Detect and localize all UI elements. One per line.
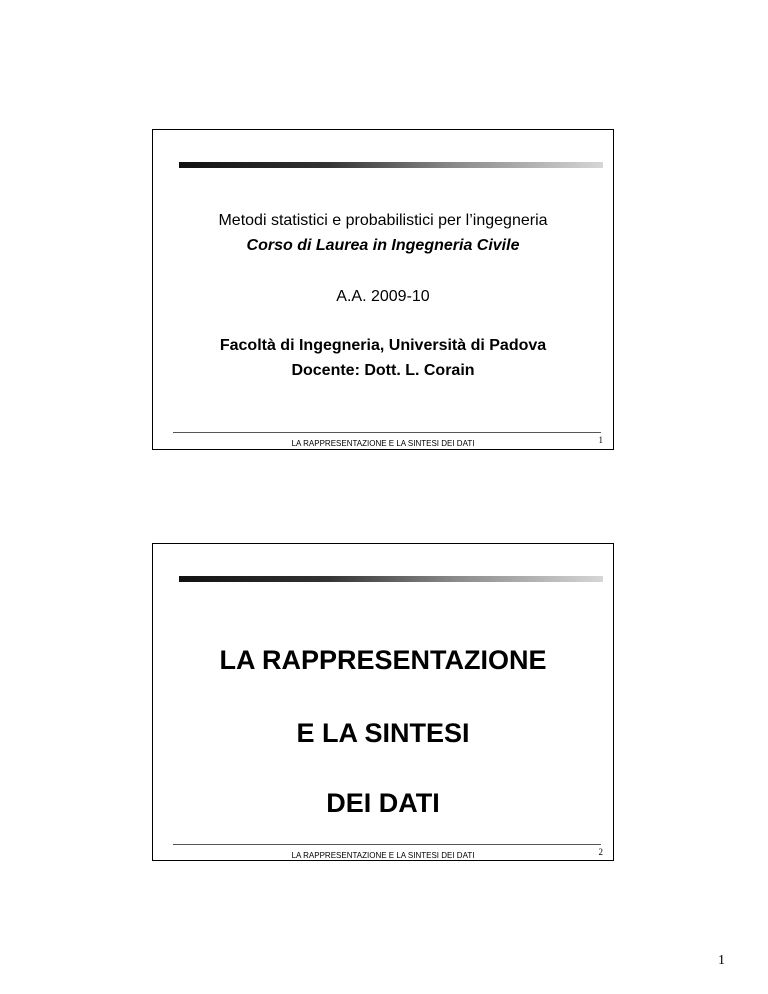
academic-year: A.A. 2009-10: [336, 288, 430, 305]
slide-1: [152, 129, 614, 450]
slide-title-line-3: DEI DATI: [326, 788, 440, 818]
title-bar-gradient: [179, 162, 603, 168]
slide-number: 2: [598, 847, 603, 857]
slide-footer: LA RAPPRESENTAZIONE E LA SINTESI DEI DATI: [291, 439, 475, 448]
slide-footer: LA RAPPRESENTAZIONE E LA SINTESI DEI DATI: [291, 851, 475, 860]
degree-course: Corso di Laurea in Ingegneria Civile: [246, 237, 520, 254]
footer-rule: [173, 432, 601, 433]
footer-rule: [173, 844, 601, 845]
slide-title-line-1: LA RAPPRESENTAZIONE: [219, 645, 547, 675]
page-number: 1: [718, 953, 725, 968]
title-bar-gradient: [179, 576, 603, 582]
course-subject: Metodi statistici e probabilistici per l’ingegneria: [218, 212, 548, 229]
slide-title-line-2: E LA SINTESI: [296, 718, 470, 748]
slide-2: [152, 543, 614, 861]
faculty: Facoltà di Ingegneria, Università di Padova: [219, 337, 547, 354]
lecturer: Docente: Dott. L. Corain: [291, 362, 475, 379]
slide-number: 1: [598, 435, 603, 445]
